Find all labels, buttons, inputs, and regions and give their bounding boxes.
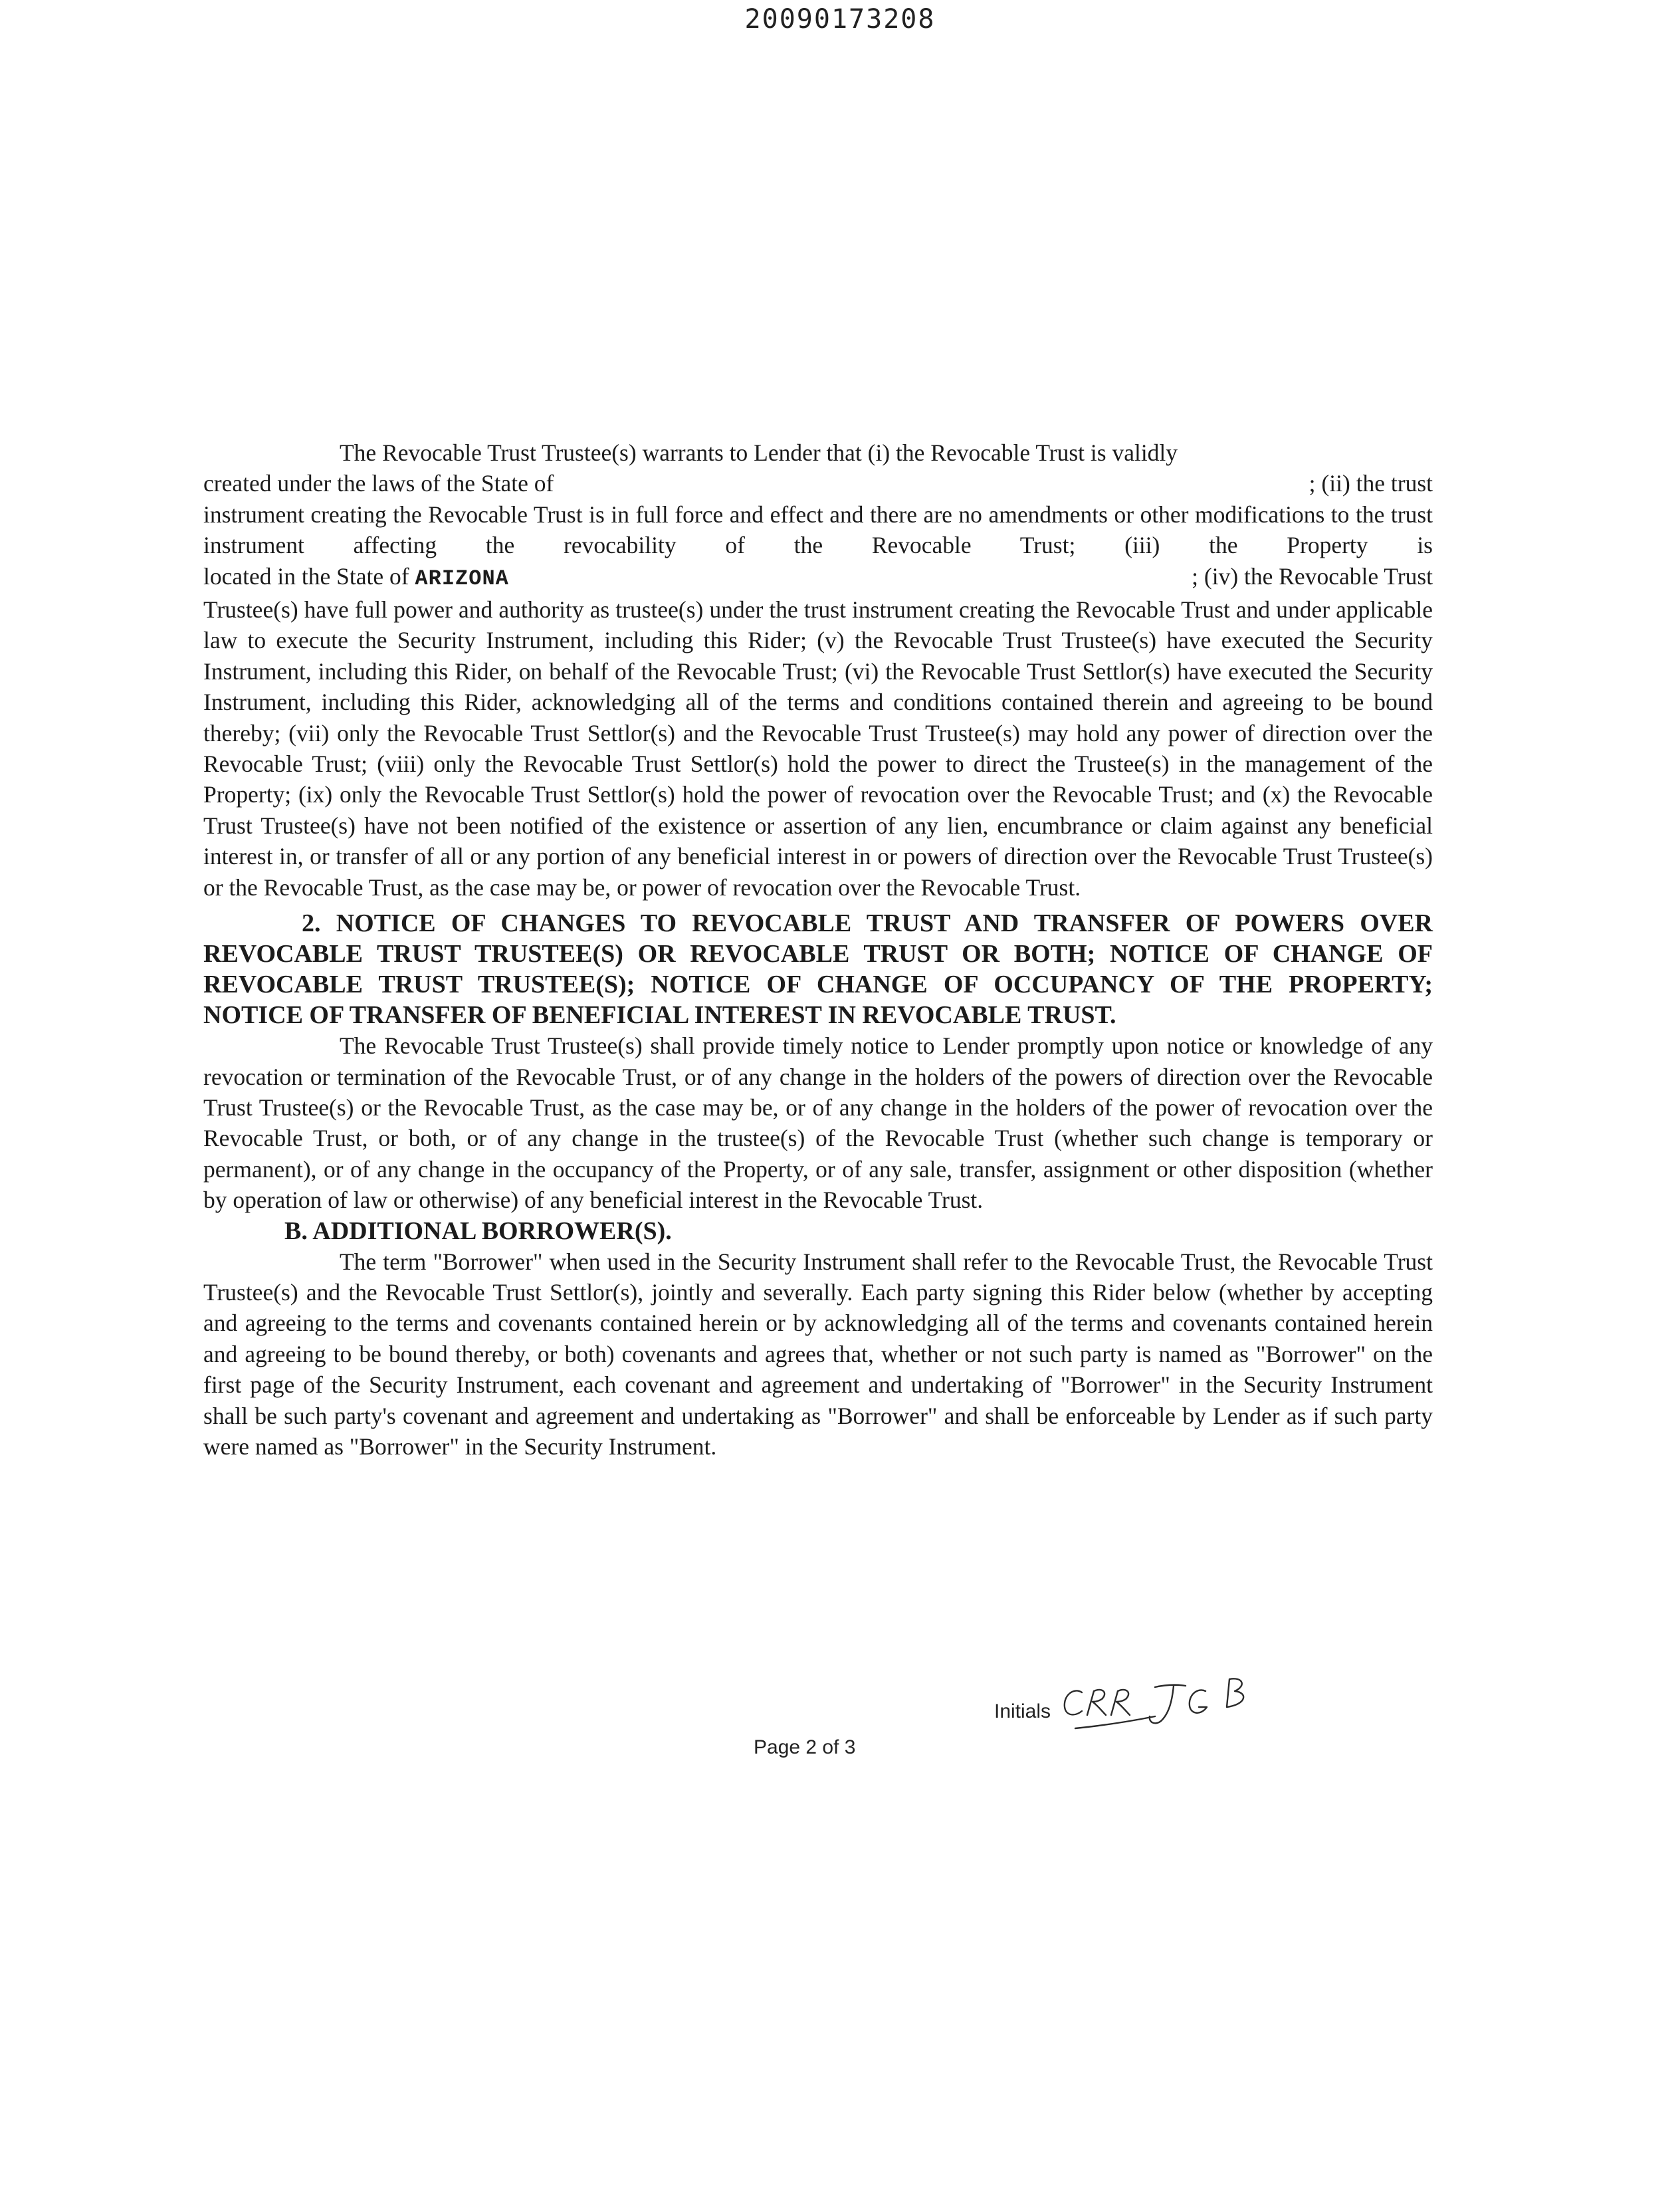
paragraph-warranties-rest: Trustee(s) have full power and authority as trustee(s) under the trust instrument creating the Revocable Trust and under applicable law to execute the Security Instrument, including this Rider; (v) the Revocable Trust Trustee(s) have executed the Security Instrument, including this Rider, on behalf of the Revocable Trust; (vi) the Revocable Trust Settlor(s) have executed the Security Instrument, including this Rider, acknowledging all of the terms and conditions contained therein and agreeing to be bound thereby; (vii) only the Revocable Trust Settlor(s) and the Revocable Trust Trustee(s) may hold any power of direction over the Revocable Trust; (viii) only the Revocable Trust Settlor(s) hold the power to direct the Trustee(s) in the management of the Property; (ix) only the Revocable Trust Settlor(s) hold the power of revocation over the Revocable Trust; and (x) the Revocable Trust Trustee(s) have not been notified of the existence or assertion of any lien, encumbrance or claim against any beneficial interest in, or transfer of all or any portion of any beneficial interest in or powers of direction over the Revocable Trust Trustee(s) or the Revocable Trust, as the case may be, or power of revocation over the Revocable Trust. [203, 596, 1433, 901]
initials-block [994, 1672, 1287, 1732]
paragraph-warranties-line1: The Revocable Trust Trustee(s) warrants to Lender that (i) the Revocable Trust is validly [340, 439, 1178, 466]
page-number: Page 2 of 3 [754, 1736, 856, 1758]
section-2-heading: 2. NOTICE OF CHANGES TO REVOCABLE TRUST AND TRANSFER OF POWERS OVER REVOCABLE TRUST TRUSTEE(S) OR REVOCABLE TRUST OR BOTH; NOTICE OF CHANGE OF REVOCABLE TRUST TRUSTEE(S); NOTICE OF CHANGE OF OCCUPANCY OF THE PROPERTY; NOTICE OF TRANSFER OF BENEFICIAL INTEREST IN REVOCABLE TRUST. [203, 909, 1433, 1030]
section-b-text: The term "Borrower" when used in the Security Instrument shall refer to the Revocable Trust, the Revocable Trust Trustee(s) and the Revocable Trust Settlor(s), jointly and severally. Each party signing this Rider below (whether by accepting and agreeing to the terms and covenants contained herein or by acknowledging all of the terms and covenants contained herein and agreeing to be bound thereby, or both) covenants and agrees that, whether or not such party is named as "Borrower" on the first page of the Security Instrument, each covenant and agreement and undertaking of "Borrower" in the Security Instrument shall be such party's covenant and agreement and undertaking as "Borrower" and shall be enforceable by Lender as if such party were named as "Borrower" in the Security Instrument. [203, 1248, 1433, 1460]
section-b-heading: B. ADDITIONAL BORROWER(S). [284, 1216, 672, 1245]
initials-signature [1055, 1672, 1275, 1732]
property-state-suffix: ; (iv) the Revocable Trust [1192, 562, 1433, 590]
paragraph-warranties [203, 437, 1433, 468]
property-state-line [203, 561, 1433, 594]
section-2-text: The Revocable Trust Trustee(s) shall provide timely notice to Lender promptly upon notice or knowledge of any revocation or termination of the Revocable Trust, or of any change in the holders of the powers of direction over the Revocable Trust Trustee(s) or the Revocable Trust, as the case may be, or of any change in the holders of the power of revocation over the Revocable Trust, or both, or of any change in the trustee(s) of the Revocable Trust (whether such change is temporary or permanent), or of any change in the occupancy of the Property, or of any sale, transfer, assignment or other disposition (whether by operation of law or otherwise) of any beneficial interest in the Revocable Trust. [203, 1032, 1433, 1214]
state-of-creation-suffix: ; (ii) the trust [1309, 470, 1433, 497]
rider-body [203, 437, 1433, 1462]
property-state-label: located in the State of [203, 562, 409, 590]
document-number: 20090173208 [744, 4, 936, 35]
state-of-creation-line [203, 468, 1433, 499]
initials-label: Initials [994, 1700, 1051, 1722]
property-state-value: ARIZONA [415, 566, 509, 591]
state-of-creation-label: created under the laws of the State of [203, 470, 554, 497]
paragraph-warranties-line3: instrument creating the Revocable Trust is in full force and effect and there are no amendments or other modifications to the trust instrument affecting the revocability of the Revocable Trust; (iii) the Property is [203, 501, 1433, 559]
